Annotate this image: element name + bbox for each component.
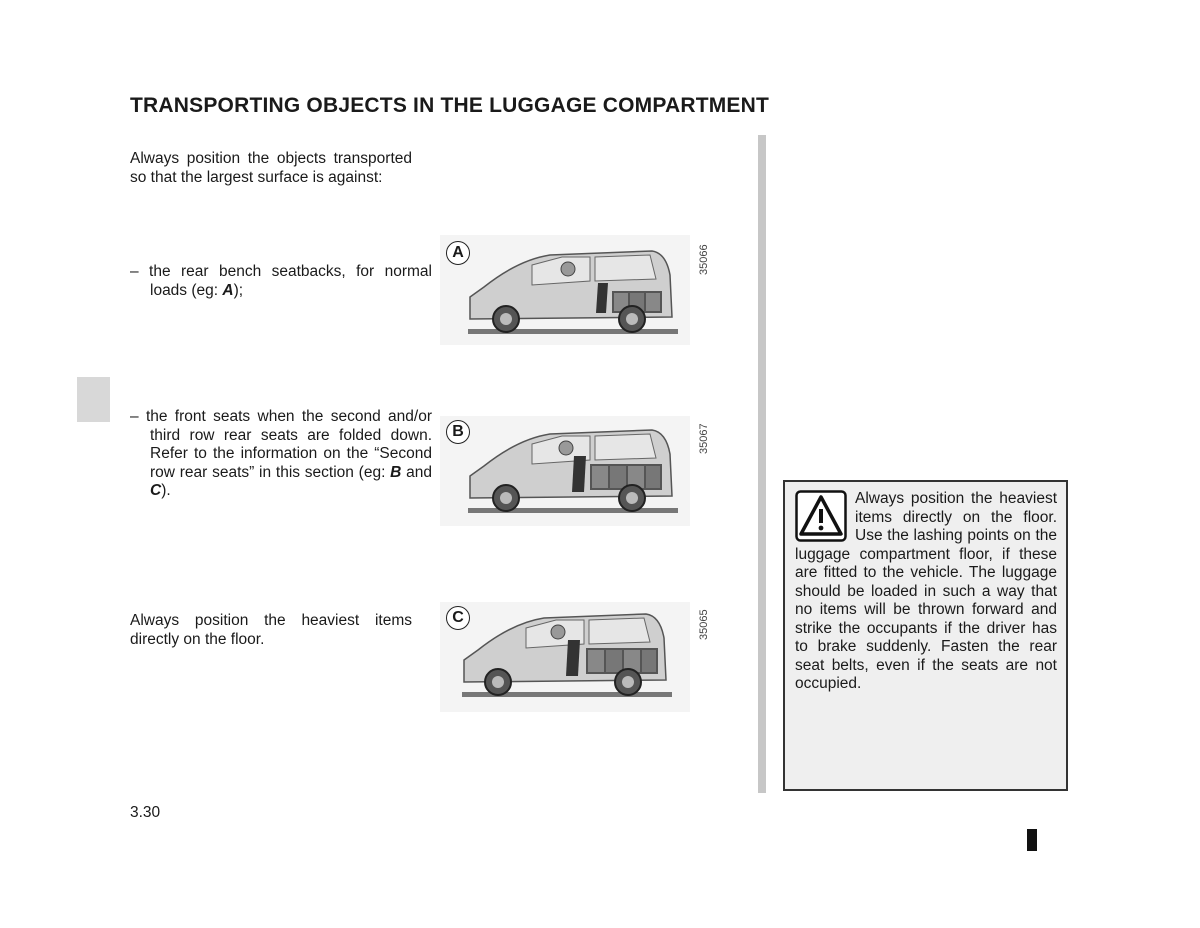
section-tab [77,377,110,422]
page-number: 3.30 [130,804,161,821]
column-divider-bar [758,135,766,793]
car-illustration [440,602,690,712]
figure-code: 35066 [698,244,710,275]
item-text-mid: and [401,463,432,481]
figure-code: 35067 [698,423,710,454]
section-end-marker [1027,829,1037,851]
floor-note: Always position the heaviest items directly on the floor. [130,612,412,648]
item-text: – the rear bench seatbacks, for normal loads (eg: [130,263,432,299]
figure-label: C [446,606,470,630]
item-text-end: ); [233,281,244,299]
warning-triangle-icon [795,490,855,545]
figure-a [440,235,710,345]
list-item-front-seats [130,408,432,501]
figure-label: A [446,241,470,265]
car-illustration [440,235,690,345]
figure-reference: C [150,482,162,499]
figure-reference: B [390,463,402,481]
car-illustration [440,416,690,526]
list-item-rear-bench [130,263,432,300]
warning-text: Always position the heaviest items directly on the floor. Use the lashing points on the luggage compartment floor, if these are fitted to the vehicle. The luggage should be loaded in such a way that no items will be thrown forward and strike the occupants if the driver has to brake suddenly. Fasten the rear seat belts, even if the seats are not occupied. [795,490,1057,692]
figure-c [440,602,710,712]
item-text-end: ). [161,482,171,499]
figure-reference: A [222,281,234,299]
figure-label: B [446,420,470,444]
intro-paragraph: Always position the objects transported so that the largest surface is against: [130,150,412,186]
figure-code: 35065 [698,609,710,640]
warning-paragraph [795,490,1057,694]
figure-b [440,416,710,526]
warning-box [783,480,1068,791]
item-text: – the front seats when the second and/or third row rear seats are folded down. Refer to the information on the “Second row rear seats” in this section (eg: [130,408,432,481]
page-title: TRANSPORTING OBJECTS IN THE LUGGAGE COMPARTMENT [130,94,770,117]
